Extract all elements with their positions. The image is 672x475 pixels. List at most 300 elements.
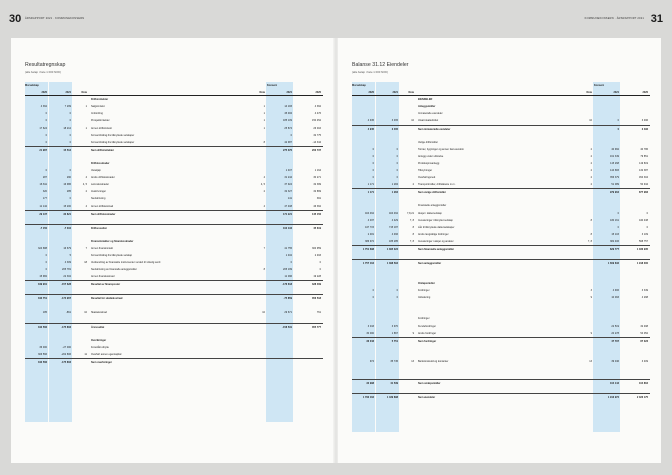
- table-row: [25, 167, 323, 174]
- value-group-2020: 30 271: [313, 176, 321, 180]
- table-row: [352, 231, 650, 238]
- value-parent-2021: 0: [396, 154, 398, 158]
- value-parent-2021: 0: [69, 112, 71, 116]
- note-ref: 10: [589, 119, 592, 123]
- spread-header: [0, 0, 672, 40]
- value-parent-2021: 1 395 022: [386, 247, 398, 251]
- row-label: Salgsinntekt: [91, 105, 105, 109]
- value-group-2021: 0: [617, 225, 619, 229]
- row-label: Overført annen egenkapital: [91, 352, 122, 356]
- table-row: [25, 259, 323, 266]
- value-group-2020: 145 156: [311, 212, 321, 216]
- column-header: Note: [81, 91, 87, 95]
- row-label: Årsresultat: [91, 325, 105, 329]
- note-ref: 2: [590, 176, 592, 180]
- value-group-2021: 47 797: [611, 339, 619, 343]
- value-parent-2021: 3 970: [391, 324, 398, 328]
- value-group-2020: 50 944: [640, 183, 648, 187]
- value-group-2020: 0: [319, 261, 321, 265]
- value-group-2021: 141: [287, 197, 292, 201]
- left-page: [11, 38, 334, 463]
- note-ref: 10: [262, 310, 265, 314]
- value-group-2021: 104 144: [609, 381, 619, 385]
- table-row: [352, 217, 650, 224]
- value-parent-2021: 0: [396, 147, 398, 151]
- note-ref: 4: [85, 204, 87, 208]
- row-label: Andre driftskostnader: [91, 176, 115, 180]
- row-label: Sum finansielle anleggsmidler: [418, 247, 454, 251]
- row-label: Innfordring: [91, 112, 103, 116]
- value-parent-2020: 185: [42, 310, 47, 314]
- value-group-2020: 0: [646, 225, 648, 229]
- note-ref: 11: [84, 352, 87, 356]
- note-ref: 10: [84, 310, 87, 314]
- section-heading: [352, 315, 650, 322]
- row-label: Sum driftsinntekter: [91, 148, 114, 152]
- row-label: Sum driftskostnader: [91, 212, 116, 216]
- note-ref: 9: [590, 331, 592, 335]
- value-parent-2020: 21 987: [39, 148, 47, 152]
- row-label: Sum anleggsmidler: [418, 262, 442, 266]
- value-parent-2021: 1 284: [391, 183, 398, 187]
- table-row: [25, 351, 323, 358]
- note-ref: 8: [263, 268, 265, 272]
- note-ref: 3: [590, 289, 592, 293]
- value-parent-2021: 4 309: [64, 261, 71, 265]
- row-label: Varekjøp: [91, 169, 101, 173]
- note-ref: 1: [263, 126, 265, 130]
- value-parent-2020: 32 998: [366, 381, 374, 385]
- value-parent-2020: 1 757 164: [362, 262, 374, 266]
- note-ref: 13: [411, 359, 414, 363]
- value-group-2021: 42 987: [284, 140, 292, 144]
- value-group-2021: 0: [617, 127, 619, 131]
- section-heading: [25, 160, 323, 167]
- value-group-2021: 22 519: [611, 324, 619, 328]
- total-row: [352, 125, 650, 132]
- row-label: Sum fordringer: [418, 339, 437, 343]
- value-group-2021: 51 089: [611, 183, 619, 187]
- table-row: [25, 174, 323, 181]
- value-parent-2020: 0: [372, 161, 374, 165]
- row-label: Overføringsnett: [418, 176, 436, 180]
- value-group-2020: 40 786: [640, 147, 648, 151]
- value-parent-2020: 15 982: [39, 275, 47, 279]
- value-parent-2020: 447 715: [364, 225, 374, 229]
- note-ref: 2: [590, 154, 592, 158]
- value-parent-2021: 715 187: [388, 225, 398, 229]
- total-row: [352, 337, 650, 344]
- group-label-group: Konsern: [267, 84, 278, 87]
- value-group-2020: 877 983: [638, 191, 648, 195]
- note-ref: 8: [590, 218, 592, 222]
- value-parent-2020: 287: [42, 176, 47, 180]
- value-group-2020: 32 498: [640, 324, 648, 328]
- value-parent-2020: 1 751 698: [362, 247, 374, 251]
- row-label: EIENDELER: [418, 98, 433, 102]
- value-parent-2021: 5 751: [391, 339, 398, 343]
- note-ref: 4, 5: [82, 183, 87, 187]
- total-row: [352, 379, 650, 386]
- value-group-2021: 1 402: [285, 253, 292, 257]
- total-row: [25, 294, 323, 301]
- total-row: [25, 146, 323, 153]
- value-parent-2020: 0: [372, 147, 374, 151]
- table-row: [25, 195, 323, 202]
- value-parent-2021: 285: [66, 190, 71, 194]
- value-group-2020: 1 036 935: [636, 247, 648, 251]
- table-row: [352, 153, 650, 160]
- row-label: Finansinntekter og finanskostnader: [91, 239, 134, 243]
- value-group-2020: 300 959: [311, 246, 321, 250]
- column-header: 2021: [392, 91, 398, 95]
- value-parent-2020: -7 150: [39, 226, 47, 230]
- table-row: [25, 252, 323, 259]
- row-label: Transportmidler, driftsløsøre m.m.: [418, 183, 456, 187]
- table-row: [25, 188, 323, 195]
- value-parent-2021: 4 429: [391, 218, 398, 222]
- value-group-2021: -158 531: [282, 325, 292, 329]
- table-row: [25, 203, 323, 210]
- value-group-2020: 568 757: [638, 239, 648, 243]
- note-ref: 8: [412, 232, 414, 236]
- note-ref: 8: [412, 225, 414, 229]
- note-ref: 2: [590, 169, 592, 173]
- value-parent-2020: 0: [45, 261, 47, 265]
- value-group-2021: 275 376: [282, 148, 292, 152]
- note-ref: 18: [84, 261, 87, 265]
- value-parent-2021: 15 512: [63, 148, 71, 152]
- value-group-2020: 32 775: [313, 133, 321, 137]
- value-parent-2020: 1 171: [367, 183, 374, 187]
- value-parent-2021: 35 745: [390, 359, 398, 363]
- row-label: Foreslått utbytte: [91, 345, 109, 349]
- note-ref: 7, 8: [409, 239, 414, 243]
- note-ref: 10: [411, 119, 414, 123]
- row-label: Sum omløpsmidler: [418, 381, 441, 385]
- value-group-2021: 161 349: [609, 154, 619, 158]
- value-group-2020: 355 777: [311, 325, 321, 329]
- row-label: Fordringer: [418, 289, 430, 293]
- value-group-2021: 20 278: [611, 331, 619, 335]
- note-ref: 1: [263, 112, 265, 116]
- row-label: Konsernbidrag fra tilknyttede selskaper: [91, 140, 135, 144]
- value-parent-2020: 177: [42, 197, 47, 201]
- note-ref: 13: [589, 359, 592, 363]
- value-parent-2020: 30 000: [366, 331, 374, 335]
- value-parent-2021: -175 803: [61, 325, 71, 329]
- section-heading: [352, 280, 650, 287]
- column-header: 2021: [286, 91, 292, 95]
- balance-sheet-table: [352, 82, 650, 400]
- column-group-header: [352, 82, 650, 89]
- row-label: Overføringer: [91, 338, 107, 342]
- value-parent-2020: 0: [45, 119, 47, 123]
- value-group-2020: 0: [646, 211, 648, 215]
- value-parent-2021: 404 462: [388, 211, 398, 215]
- value-parent-2020: 342 751: [37, 297, 47, 301]
- column-group-header: [25, 82, 323, 89]
- value-parent-2021: 32 821: [63, 212, 71, 216]
- table-row: [25, 273, 323, 280]
- total-row: [352, 259, 650, 266]
- row-label: Fordringer: [418, 317, 430, 321]
- note-ref: 1: [263, 105, 265, 109]
- note-ref: 1: [85, 105, 87, 109]
- value-group-2021: 14 183: [284, 105, 292, 109]
- table-row: [352, 117, 650, 124]
- value-parent-2021: -175 803: [61, 361, 71, 364]
- row-label: Investeringer i aksjer og andeler: [418, 239, 454, 243]
- value-parent-2021: 1 867: [391, 331, 398, 335]
- table-row: [352, 160, 650, 167]
- note-ref: 7: [85, 246, 87, 250]
- value-parent-2021: 15 200: [63, 204, 71, 208]
- value-group-2020: 3 109: [641, 232, 648, 236]
- total-row: [25, 323, 323, 330]
- value-parent-2021: 1 284: [391, 191, 398, 195]
- row-label: Driftsinntekter: [91, 98, 109, 102]
- row-label: Produksjonsanlegg: [418, 161, 440, 165]
- group-label-group: Konsern: [594, 84, 605, 87]
- value-group-2020: 761: [316, 310, 321, 314]
- value-group-2020: 454 304: [638, 176, 648, 180]
- value-group-2020: 19 228: [313, 275, 321, 279]
- value-group-2021: 0: [290, 133, 292, 137]
- row-label: Prosjektinntekter: [91, 119, 110, 123]
- value-parent-2020: 320: [42, 190, 47, 194]
- row-label: Sum varige driftsmidler: [418, 191, 446, 195]
- row-label: Skattekostnad: [91, 310, 107, 314]
- row-label: Annen finanskostnad: [91, 275, 115, 279]
- left-page-number: 30: [9, 13, 22, 25]
- table-row: [352, 146, 650, 153]
- value-parent-2021: 1 398 594: [386, 262, 398, 266]
- row-label: Andre langsiktige fordringer: [418, 232, 449, 236]
- value-parent-2020: 4 945: [367, 127, 374, 131]
- value-parent-2021: -7 310: [63, 226, 71, 230]
- table-row: [25, 181, 323, 188]
- value-group-2020: 3 496: [641, 127, 648, 131]
- value-group-2020: 46 362: [313, 204, 321, 208]
- value-parent-2021: -157 628: [61, 283, 71, 287]
- note-ref: 4, 5: [260, 183, 265, 187]
- value-parent-2021: 290: [66, 176, 71, 180]
- value-group-2020: 32 869: [313, 190, 321, 194]
- column-header-row: [25, 89, 323, 96]
- value-parent-2021: 0: [396, 169, 398, 173]
- right-running-header: KOMMUNEKONSERN · ÅRSRAPPORT 2021: [584, 17, 644, 20]
- value-group-2020: 356 518: [311, 297, 321, 301]
- value-parent-2021: 41 539: [390, 381, 398, 385]
- group-label-parent: Morselskap: [352, 84, 366, 87]
- value-parent-2021: 0: [396, 289, 398, 293]
- row-label: Resultat av finansposter: [91, 283, 121, 287]
- value-group-2021: 29 671: [284, 310, 292, 314]
- row-label: Konsernbidrag fra tilknyttede selskap: [91, 253, 132, 257]
- value-parent-2020: 3 043: [367, 324, 374, 328]
- value-parent-2021: 0: [69, 169, 71, 173]
- value-group-2020: 79 851: [640, 154, 648, 158]
- right-page: [338, 38, 661, 463]
- note-ref: 1: [263, 119, 265, 123]
- table-row: [352, 238, 650, 245]
- value-parent-2020: 974: [369, 359, 374, 363]
- left-running-header: ÅRSRAPPORT 2021 · KOMMUNEKONSERN: [25, 17, 85, 20]
- value-group-2020: 87 023: [640, 339, 648, 343]
- value-parent-2021: 0: [69, 133, 71, 137]
- table-row: [25, 344, 323, 351]
- table-row: [352, 294, 650, 301]
- value-group-2021: 205 199: [282, 268, 292, 272]
- value-parent-2020: 29 137: [39, 212, 47, 216]
- value-group-2021: 37 924: [284, 183, 292, 187]
- value-group-2020: -14 344: [312, 140, 321, 144]
- value-parent-2021: 0: [69, 140, 71, 144]
- column-header: 2020: [315, 91, 321, 95]
- table-row: [25, 125, 323, 132]
- value-group-2021: 829 777: [609, 247, 619, 251]
- value-group-2021: 382 406: [609, 239, 619, 243]
- column-header: Note: [408, 91, 414, 95]
- row-label: Utsatt skattefordel: [418, 119, 439, 123]
- table-row: [25, 110, 323, 117]
- value-parent-2021: 0: [396, 176, 398, 180]
- value-parent-2020: 0: [372, 169, 374, 173]
- note-ref: 4: [85, 176, 87, 180]
- value-parent-2020: 17 624: [39, 126, 47, 130]
- value-parent-2021: 7 299: [64, 105, 71, 109]
- total-row: [352, 188, 650, 195]
- value-group-2020: 26 016: [313, 126, 321, 130]
- row-label: Annen driftskostnad: [91, 204, 114, 208]
- right-page-number: 31: [650, 13, 663, 25]
- total-row: [25, 280, 323, 287]
- value-group-2021: 979 964: [609, 191, 619, 195]
- value-parent-2021: -27 000: [62, 345, 71, 349]
- row-label: Lønnskostnader: [91, 183, 109, 187]
- row-label: Resultat før skattekostnad: [91, 297, 123, 301]
- column-header: 2020: [41, 91, 47, 95]
- section-heading: [25, 337, 323, 344]
- value-parent-2020: 0: [45, 169, 47, 173]
- row-label: Verdiendring av finansielle instrumenter vurdert til virkelig verdi: [91, 261, 161, 265]
- note-ref: 4: [263, 176, 265, 180]
- row-label: Annen driftsinntekt: [91, 126, 112, 130]
- row-label: Inkludering: [418, 296, 431, 300]
- column-header: 2020: [368, 91, 374, 95]
- row-label: Annen finansinntekt: [91, 246, 113, 250]
- value-parent-2020: 4 037: [367, 218, 374, 222]
- value-group-2021: 39 046: [611, 359, 619, 363]
- section-heading: [352, 139, 650, 146]
- value-group-2021: 45 484: [284, 112, 292, 116]
- value-parent-2021: 16 679: [63, 246, 71, 250]
- value-group-2020: 150 452: [311, 119, 321, 123]
- row-label: Sum immaterielle eiendeler: [418, 127, 451, 131]
- column-header-row: [352, 89, 650, 96]
- value-group-2021: 0: [617, 211, 619, 215]
- row-label: Sum eiendeler: [418, 396, 436, 399]
- column-header: Note: [259, 91, 265, 95]
- value-parent-2020: 324 688: [37, 246, 47, 250]
- value-group-2021: 171 221: [282, 212, 292, 216]
- value-parent-2021: 3 465: [391, 127, 398, 131]
- table-row: [352, 330, 650, 337]
- value-parent-2021: 5: [69, 253, 71, 257]
- table-row: [25, 103, 323, 110]
- value-parent-2021: 0: [69, 197, 71, 201]
- value-parent-2020: 4 945: [367, 119, 374, 123]
- row-label: Tomter, bygninger og annen fast eiendom: [418, 147, 465, 151]
- note-ref: 9: [590, 296, 592, 300]
- value-parent-2020: 2 481: [367, 232, 374, 236]
- value-group-2020: 391: [316, 197, 321, 201]
- value-group-2021: 47 408: [284, 204, 292, 208]
- value-parent-2021: 205 781: [61, 268, 71, 272]
- value-group-2020: 4 298: [641, 296, 648, 300]
- table-row: [25, 245, 323, 252]
- row-label: Anlegg under utførelse: [418, 154, 444, 158]
- value-group-2020: 328 469: [311, 283, 321, 287]
- value-group-2021: 115 268: [610, 161, 619, 165]
- value-parent-2020: 404 462: [364, 211, 374, 215]
- value-group-2020: 1 164: [314, 169, 321, 173]
- total-row: [25, 358, 323, 365]
- note-ref: 7,8,21: [407, 211, 414, 215]
- balance-sheet-subtitle: (alle beløp i hele 1 000 NOK): [352, 70, 389, 74]
- value-group-2021: 0: [290, 261, 292, 265]
- table-row: [352, 181, 650, 188]
- value-parent-2020: 342 566: [37, 361, 47, 364]
- row-label: Nedskrivning av finansielle anleggsmidler: [91, 268, 137, 272]
- value-parent-2021: 1 439 898: [386, 396, 398, 399]
- value-group-2021: 4 906: [612, 289, 619, 293]
- value-parent-2020: 11 142: [39, 204, 47, 208]
- value-parent-2020: 0: [372, 296, 374, 300]
- section-heading: [352, 103, 650, 110]
- section-heading: [352, 96, 650, 103]
- value-parent-2020: 1 790 162: [362, 396, 374, 399]
- value-group-2020: 2 493: [314, 253, 321, 257]
- row-label: Kundefordringer: [418, 324, 436, 328]
- table-row: [352, 323, 650, 330]
- table-row: [352, 174, 650, 181]
- value-parent-2020: 342 566: [37, 325, 47, 329]
- value-group-2021: 1 609 632: [607, 262, 619, 266]
- income-statement-table: [25, 82, 323, 365]
- value-group-2020: 0: [319, 268, 321, 272]
- note-ref: 2: [590, 147, 592, 151]
- value-group-2020: 200 737: [311, 148, 321, 152]
- note-ref: 7: [263, 246, 265, 250]
- group-label-parent: Morselskap: [25, 84, 39, 87]
- row-label: Lån til tilknyttede datterselskaper: [418, 225, 455, 229]
- value-parent-2020: 0: [372, 289, 374, 293]
- note-ref: 7, 8: [587, 239, 592, 243]
- table-row: [25, 139, 323, 146]
- row-label: Konsernbidrag fra tilknyttede selskaper: [91, 133, 135, 137]
- value-group-2021: 185 109: [282, 119, 292, 123]
- value-group-2021: 41 755: [284, 246, 292, 250]
- note-ref: 2: [263, 190, 265, 194]
- value-parent-2020: 349 901: [37, 283, 47, 287]
- value-parent-2021: 16 986: [63, 183, 71, 187]
- value-group-2020: 440 438: [638, 218, 648, 222]
- value-parent-2021: -174 967: [61, 297, 71, 301]
- value-parent-2021: -202 806: [61, 352, 71, 356]
- value-parent-2021: 18 212: [63, 126, 71, 130]
